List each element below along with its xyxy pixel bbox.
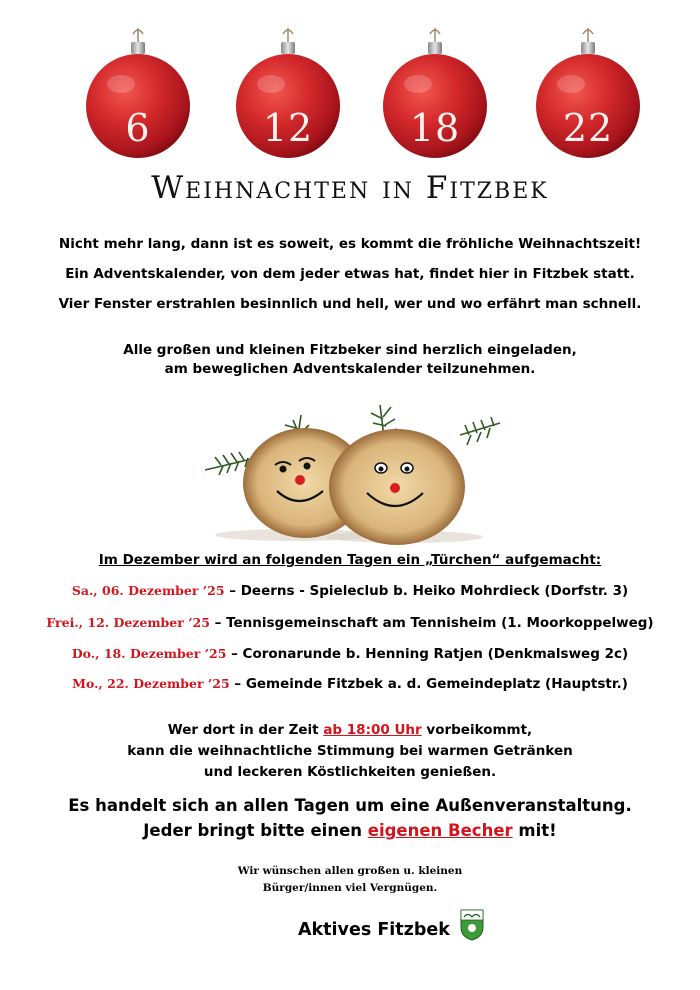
ornament-18 <box>380 28 490 160</box>
ornament-row <box>0 0 700 175</box>
own-cup-highlight: eigenen Becher <box>367 821 513 840</box>
date-description: – Gemeinde Fitzbek a. d. Gemeindeplatz (Hauptstr.) <box>229 676 628 692</box>
date-description: – Tennisgemeinschaft am Tennisheim (1. Moorkoppelweg) <box>209 615 654 631</box>
outdoor-line: Es handelt sich an allen Tagen um eine Außenveranstaltung. <box>68 796 632 815</box>
date-label: Do., 18. Dezember ’25 <box>71 646 227 661</box>
page-title: Weihnachten in Fitzbek <box>151 170 549 206</box>
ornament-number: 6 <box>125 106 151 150</box>
intro-line: Vier Fenster erstrahlen besinnlich und hell, wer und wo erfährt man schnell. <box>58 296 642 312</box>
invitation-line: Alle großen und kleinen Fitzbeker sind herzlich eingeladen, <box>123 342 577 358</box>
info-line <box>0 720 700 741</box>
date-description: – Deerns - Spieleclub b. Heiko Mohrdieck (Dorfstr. 3) <box>224 583 629 599</box>
outdoor-text: mit! <box>512 821 557 840</box>
ornament-number: 12 <box>262 106 314 150</box>
organizer-signature: Aktives Fitzbek <box>298 920 450 940</box>
wood-slice-faces-image <box>175 395 515 545</box>
ornament-number: 22 <box>562 106 614 150</box>
coat-of-arms-icon <box>460 909 484 941</box>
ornament-number: 18 <box>409 106 461 150</box>
date-row <box>0 583 700 599</box>
dates-heading: Im Dezember wird an folgenden Tagen ein „Türchen“ aufgemacht: <box>98 552 602 568</box>
info-line: und leckeren Köstlichkeiten genießen. <box>203 764 497 780</box>
ornament-22 <box>533 28 643 160</box>
info-line: kann die weihnachtliche Stimmung bei warmen Getränken <box>127 743 573 759</box>
date-label: Frei., 12. Dezember ’25 <box>46 615 210 630</box>
wish-line: Bürger/innen viel Vergnügen. <box>262 882 438 894</box>
outdoor-line <box>0 818 700 843</box>
invitation-line: am beweglichen Adventskalender teilzunehmen. <box>164 361 536 377</box>
intro-line: Ein Adventskalender, von dem jeder etwas hat, findet hier in Fitzbek statt. <box>65 266 635 282</box>
ornament-12 <box>233 28 343 160</box>
closing-wish <box>0 863 700 897</box>
event-info <box>0 720 700 783</box>
date-row <box>0 646 700 662</box>
info-text: Wer dort in der Zeit <box>167 722 324 738</box>
wish-line: Wir wünschen allen großen u. kleinen <box>237 865 463 877</box>
date-label: Mo., 22. Dezember ’25 <box>72 676 230 691</box>
invitation-text <box>0 341 700 379</box>
date-row <box>0 615 700 631</box>
outdoor-text: Jeder bringt bitte einen <box>143 821 368 840</box>
date-description: – Coronarunde b. Henning Ratjen (Denkmalsweg 2c) <box>226 646 629 662</box>
info-text: vorbeikommt, <box>421 722 533 738</box>
outdoor-notice <box>0 793 700 843</box>
intro-line: Nicht mehr lang, dann ist es soweit, es kommt die fröhliche Weihnachtszeit! <box>58 236 642 252</box>
ornament-6 <box>83 28 193 160</box>
date-label: Sa., 06. Dezember ’25 <box>71 583 225 598</box>
start-time: ab 18:00 Uhr <box>323 722 422 738</box>
date-row <box>0 676 700 692</box>
